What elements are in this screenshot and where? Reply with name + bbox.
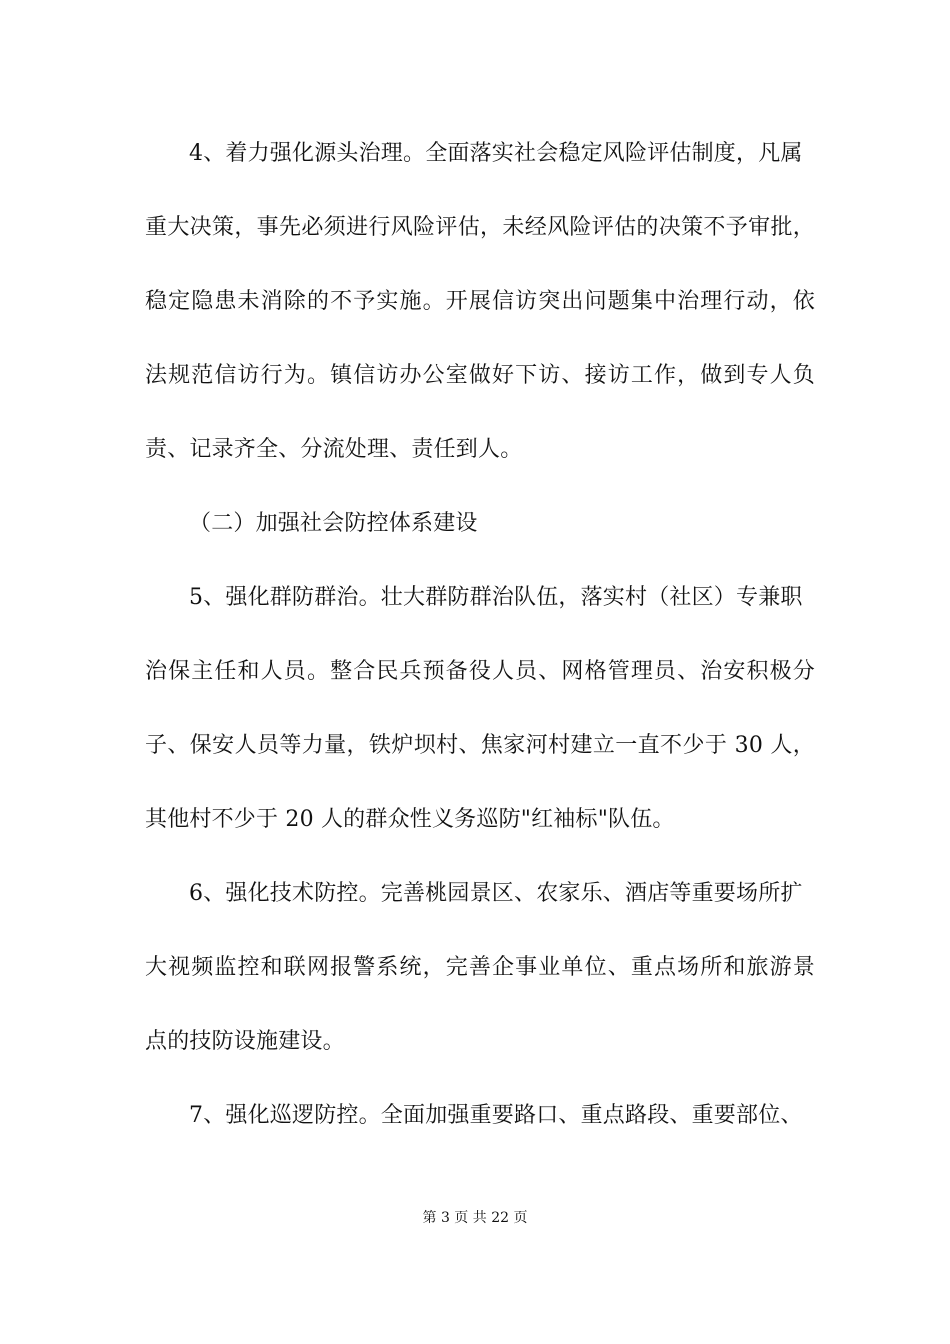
paragraph-4-line-3: 稳定隐患未消除的不予实施。开展信访突出问题集中治理行动，依 bbox=[145, 289, 815, 314]
paragraph-4-line-1: 4、着力强化源头治理。全面落实社会稳定风险评估制度，凡属 bbox=[189, 141, 803, 166]
paragraph-4-line-2: 重大决策，事先必须进行风险评估，未经风险评估的决策不予审批， bbox=[145, 215, 815, 240]
paragraph-6-line-2: 大视频监控和联网报警系统，完善企事业单位、重点场所和旅游景 bbox=[145, 955, 815, 980]
paragraph-6-line-1: 6、强化技术防控。完善桃园景区、农家乐、酒店等重要场所扩 bbox=[189, 881, 803, 906]
paragraph-5-line-2: 治保主任和人员。整合民兵预备役人员、网格管理员、治安积极分 bbox=[145, 659, 815, 684]
paragraph-4-line-5: 责、记录齐全、分流处理、责任到人。 bbox=[145, 437, 523, 462]
paragraph-6-line-3: 点的技防设施建设。 bbox=[145, 1029, 345, 1054]
section-heading: （二）加强社会防控体系建设 bbox=[189, 511, 478, 536]
paragraph-5-line-1: 5、强化群防群治。壮大群防群治队伍，落实村（社区）专兼职 bbox=[189, 585, 803, 610]
paragraph-4-line-4: 法规范信访行为。镇信访办公室做好下访、接访工作，做到专人负 bbox=[145, 363, 815, 388]
paragraph-5-line-4: 其他村不少于 20 人的群众性义务巡防"红袖标"队伍。 bbox=[145, 807, 675, 832]
paragraph-7-line-1: 7、强化巡逻防控。全面加强重要路口、重点路段、重要部位、 bbox=[189, 1103, 803, 1128]
paragraph-5-line-3: 子、保安人员等力量，铁炉坝村、焦家河村建立一直不少于 30 人， bbox=[145, 733, 815, 758]
page-number-footer: 第 3 页 共 22 页 bbox=[422, 1210, 528, 1226]
